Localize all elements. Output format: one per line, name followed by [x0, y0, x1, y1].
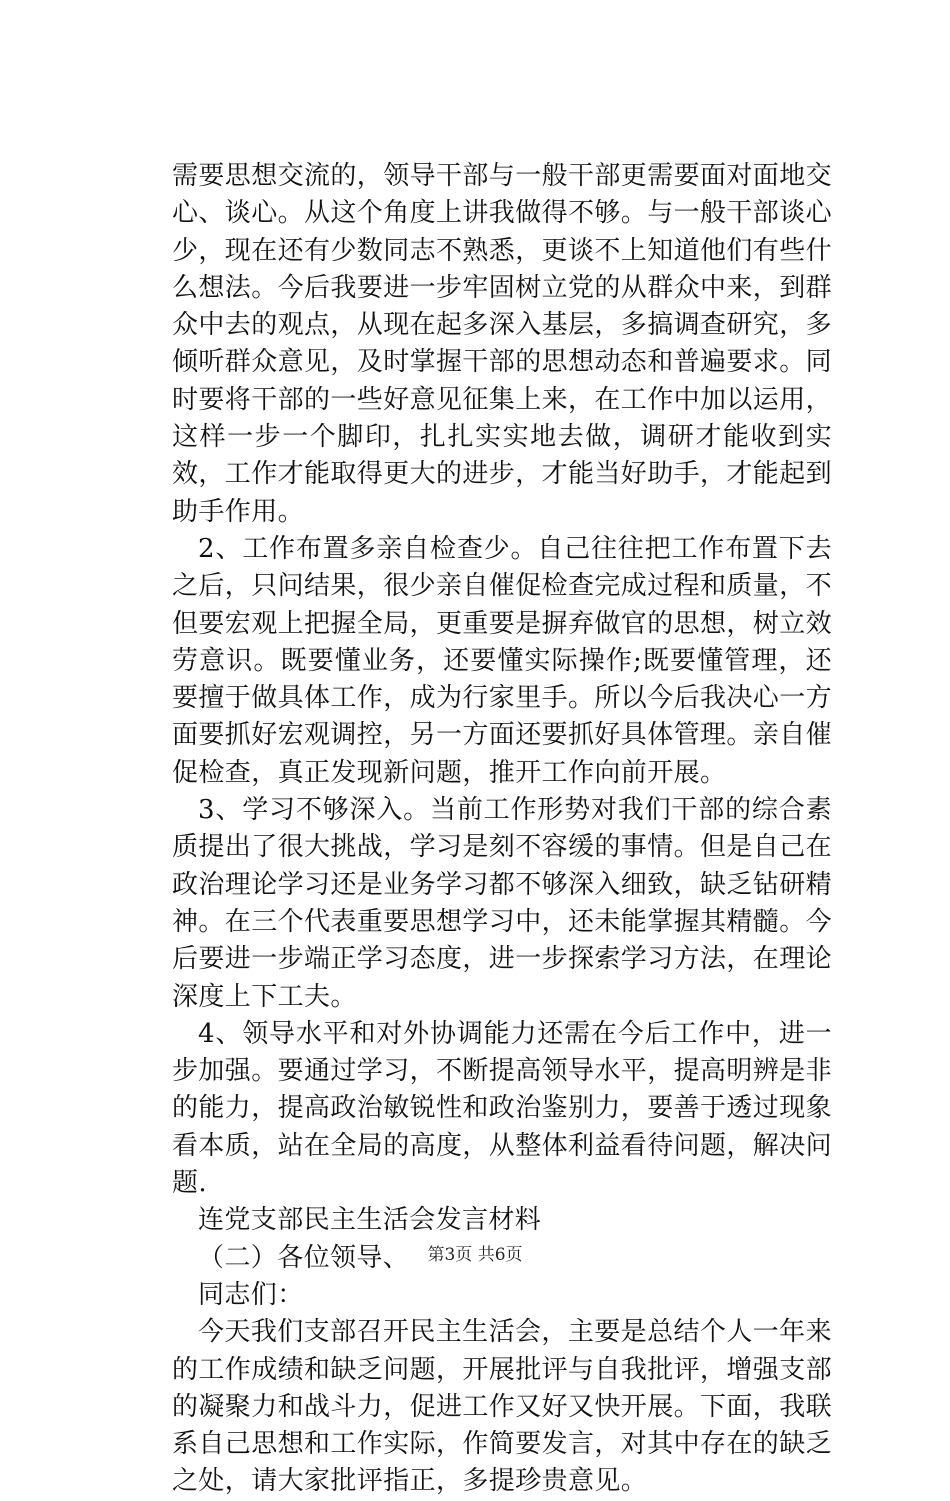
paragraph-4: 4、领导水平和对外协调能力还需在今后工作中，进一步加强。要通过学习，不断提高领导水平，提高明辨是非的能力，提高政治敏锐性和政治鉴别力，要善于透过现象看本质，站在全局的高度，从整体利益看待问题，解决问题. — [172, 1018, 833, 1199]
paragraph-8: 今天我们支部召开民主生活会，主要是总结个人一年来的工作成绩和缺乏问题，开展批评与自我批评，增强支部的凝聚力和战斗力，促进工作又好又快开展。下面，我联系自己思想和工作实际，作简要发言，对其中存在的缺乏之处，请大家批评指正，多提珍贵意见。 — [172, 1317, 833, 1497]
paragraph-1: 需要思想交流的，领导干部与一般干部更需要面对面地交心、谈心。从这个角度上讲我做得不够。与一般干部谈心少，现在还有少数同志不熟悉，更谈不上知道他们有些什么想法。今后我要进一步牢固树立党的从群众中来，到群众中去的观点，从现在起多深入基层，多搞调查研究，多倾听群众意见，及时掌握干部的思想动态和普遍要求。同时要将干部的一些好意见征集上来，在工作中加以运用，这样一步一个脚印，扎扎实实地去做，调研才能收到实效，工作才能取得更大的进步，才能当好助手，才能起到助手作用。 — [172, 161, 833, 527]
page-number-footer: 第3页 共6页 — [427, 1245, 523, 1265]
paragraph-2: 2、工作布置多亲自检查少。自己往往把工作布置下去之后，只问结果，很少亲自催促检查完成过程和质量，不但要宏观上把握全局，更重要是摒弃做官的思想，树立效劳意识。既要懂业务，还要懂实际操作;既要懂管理，还要擅于做具体工作，成为行家里手。所以今后我决心一方面要抓好宏观调控，另一方面还要抓好具体管理。亲自催促检查，真正发现新问题，推开工作向前开展。 — [172, 533, 833, 788]
document-body — [172, 158, 832, 1501]
paragraph-3: 3、学习不够深入。当前工作形势对我们干部的综合素质提出了很大挑战，学习是刻不容缓的事情。但是自己在政治理论学习还是业务学习都不够深入细致，缺乏钻研精神。在三个代表重要思想学习中，还未能掌握其精髓。今后要进一步端正学习态度，进一步探索学习方法，在理论深度上下工夫。 — [172, 795, 833, 1012]
salutation-line-2: 同志们： — [198, 1279, 304, 1310]
salutation-line-1: （二）各位领导、 — [198, 1242, 410, 1273]
section-title: 连党支部民主生活会发言材料 — [198, 1205, 542, 1236]
